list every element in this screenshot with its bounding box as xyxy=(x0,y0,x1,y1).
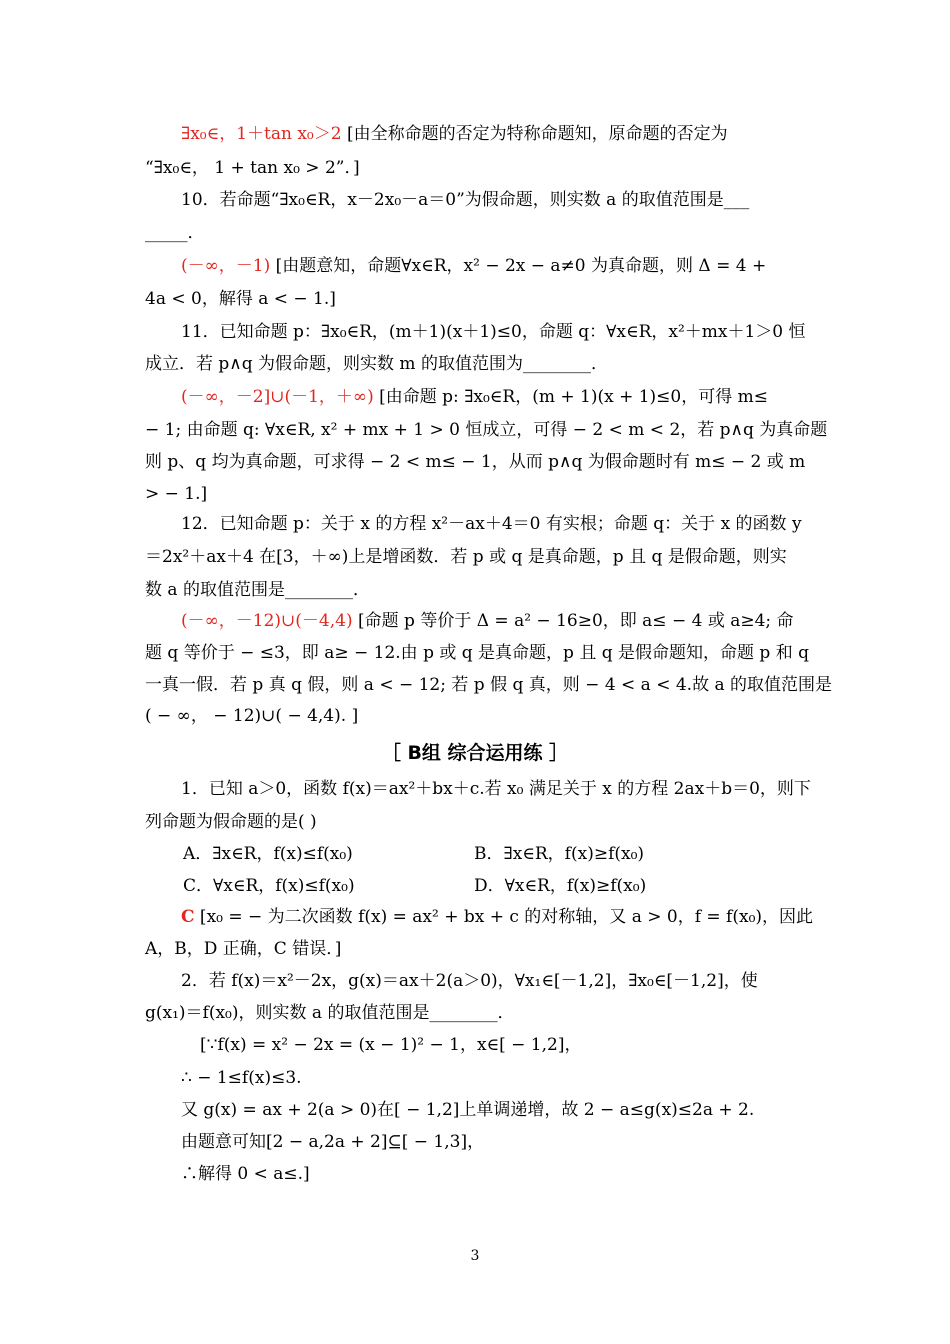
explanation-line: 一真一假．若 p 真 q 假，则 a < − 12; 若 p 假 q 真，则 − 4 < a < 4.故 a 的取值范围是 xyxy=(145,675,833,695)
answer-line xyxy=(181,609,794,633)
answer-line xyxy=(181,905,813,929)
solution-line: ∴ − 1≤f(x)≤3. xyxy=(181,1068,302,1088)
explanation-text: [由题意知，命题∀x∈R，x² − 2x − a≠0 为真命题，则 Δ = 4 + xyxy=(270,256,767,276)
explanation-line: 则 p、q 均为真命题，可求得 − 2 < m≤ − 1，从而 p∧q 为假命题时有 m≤ − 2 或 m xyxy=(145,452,806,472)
solution-line: 又 g(x) = ax + 2(a > 0)在[ − 1,2]上单调递增，故 2 − a≤g(x)≤2a + 2. xyxy=(181,1100,755,1120)
answer-red: (－∞，－1) xyxy=(181,256,271,276)
solution-line: 由题意可知[2 − a,2a + 2]⊆[ − 1,3]， xyxy=(181,1132,485,1152)
page-number: 3 xyxy=(470,1248,480,1264)
question-b2-cont: g(x₁)＝f(x₀)，则实数 a 的取值范围是________． xyxy=(145,1003,515,1023)
explanation-text: [x₀ = − 为二次函数 f(x) = ax² + bx + c 的对称轴，又 a > 0，f = f(x₀)，因此 xyxy=(194,907,814,927)
answer-red: ∃x₀∈，1＋tan x₀＞2 xyxy=(181,124,342,144)
question-12-cont: ＝2x²＋ax＋4 在[3，＋∞)上是增函数．若 p 或 q 是真命题，p 且 q 是假命题，则实 xyxy=(145,547,787,567)
explanation-line: > − 1.] xyxy=(145,484,208,504)
question-10: 10．若命题“∃x₀∈R，x－2x₀－a＝0”为假命题，则实数 a 的取值范围是___ xyxy=(181,190,750,210)
answer-red: (－∞，－2]∪(－1，＋∞) xyxy=(181,387,374,407)
answer-line xyxy=(181,385,768,409)
explanation-line: 题 q 等价于 − ≤3，即 a≥ − 12.由 p 或 q 是真命题，p 且 q 是假命题知，命题 p 和 q xyxy=(145,643,810,663)
question-12-cont: 数 a 的取值范围是________． xyxy=(145,580,370,600)
option-b: B．∃x∈R，f(x)≥f(x₀) xyxy=(474,844,645,864)
answer-line xyxy=(181,122,728,146)
option-a: A．∃x∈R，f(x)≤f(x₀) xyxy=(183,844,353,864)
question-11-cont: 成立．若 p∧q 为假命题，则实数 m 的取值范围为________． xyxy=(145,354,608,374)
solution-line: [∵f(x) = x² − 2x = (x − 1)² − 1，x∈[ − 1,2]， xyxy=(200,1035,582,1055)
question-11: 11．已知命题 p：∃x₀∈R，(m＋1)(x＋1)≤0，命题 q：∀x∈R，x²＋mx＋1＞0 恒 xyxy=(181,322,806,342)
answer-line xyxy=(181,254,766,278)
solution-line: ∴解得 0 < a≤.] xyxy=(181,1164,310,1184)
question-10-blank: _____． xyxy=(145,223,205,243)
explanation-text: [由全称命题的否定为特称命题知，原命题的否定为 xyxy=(341,124,728,144)
answer-red: C xyxy=(181,907,195,927)
section-title: ［ B组 综合运用练 ］ xyxy=(381,742,569,764)
explanation-text: [命题 p 等价于 Δ = a² − 16≥0，即 a≤ − 4 或 a≥4; 命 xyxy=(352,611,794,631)
explanation-line: 4a < 0，解得 a < − 1.] xyxy=(145,289,336,309)
option-c: C．∀x∈R，f(x)≤f(x₀) xyxy=(183,876,355,896)
question-b1-cont: 列命题为假命题的是( ) xyxy=(145,812,317,832)
explanation-line: A，B，D 正确，C 错误．] xyxy=(145,939,342,959)
explanation-line: “∃x₀∈， 1 + tan x₀ > 2”．] xyxy=(145,158,360,178)
explanation-text: [由命题 p: ∃x₀∈R，(m + 1)(x + 1)≤0，可得 m≤ xyxy=(373,387,768,407)
explanation-line: ( − ∞， − 12)∪( − 4,4). ] xyxy=(145,706,359,726)
answer-red: (－∞，－12)∪(－4,4) xyxy=(181,611,353,631)
option-d: D．∀x∈R，f(x)≥f(x₀) xyxy=(474,876,647,896)
question-b1: 1．已知 a＞0，函数 f(x)＝ax²＋bx＋c.若 x₀ 满足关于 x 的方程 2ax＋b＝0，则下 xyxy=(181,779,811,799)
question-b2: 2．若 f(x)＝x²－2x，g(x)＝ax＋2(a＞0)，∀x₁∈[－1,2]，∃x₀∈[－1,2]，使 xyxy=(181,971,758,991)
question-12: 12．已知命题 p：关于 x 的方程 x²－ax＋4＝0 有实根；命题 q：关于 x 的函数 y xyxy=(181,514,802,534)
explanation-line: − 1; 由命题 q: ∀x∈R, x² + mx + 1 > 0 恒成立，可得 − 2 < m < 2，若 p∧q 为真命题 xyxy=(145,420,828,440)
